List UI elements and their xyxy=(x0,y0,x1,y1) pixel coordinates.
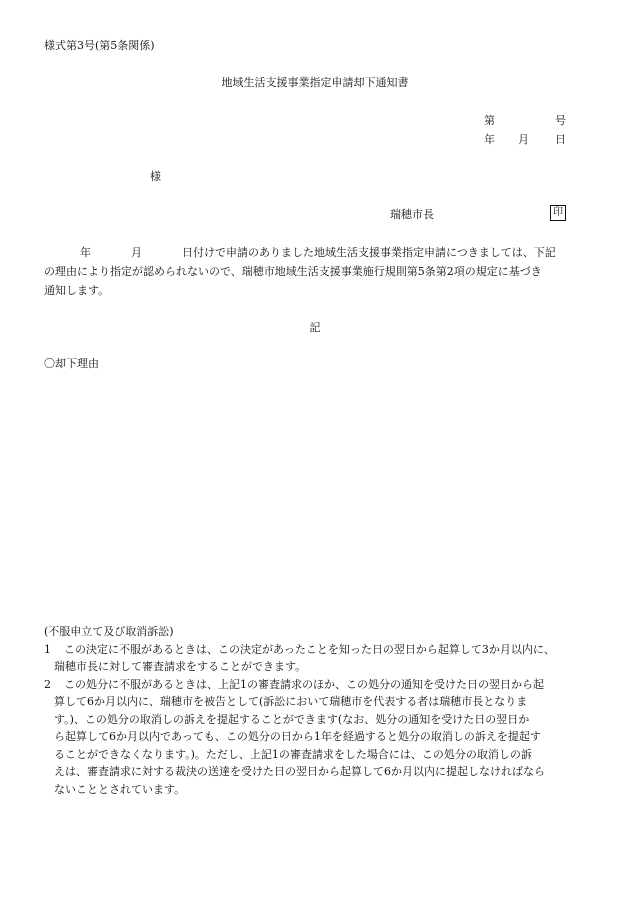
ki-heading: 記 xyxy=(309,321,321,334)
appeal-item-2-line: えは、審査請求に対する裁決の送達を受けた日の翌日から起算して6か月以内に提起しなければなら xyxy=(54,765,545,778)
appeal-item-2-number: 2 xyxy=(44,677,51,691)
appeal-item-2 xyxy=(44,676,594,694)
body-line-1 xyxy=(44,243,584,262)
date-day-label: 日 xyxy=(555,133,566,146)
appeal-item-1-number: 1 xyxy=(44,642,51,656)
doc-number-suffix: 号 xyxy=(555,114,566,127)
body-line-2: の理由により指定が認められないので、瑞穂市地域生活支援事業施行規則第5条第2項の規定に基づき xyxy=(44,265,542,278)
appeal-section xyxy=(44,623,594,798)
appeal-item-2-line: ないこととされています。 xyxy=(54,782,186,796)
appeal-item-1 xyxy=(44,641,594,659)
notice-body xyxy=(44,243,584,300)
appeal-item-2-line: ることができなくなります。)。ただし、上記1の審査請求をした場合には、この処分の取消しの訴 xyxy=(54,747,532,761)
appeal-item-1-line: 瑞穂市長に対して審査請求をすることができます。 xyxy=(54,660,307,673)
seal-mark: 印 xyxy=(550,205,566,221)
appeal-item-2-line: ら起算して6か月以内であっても、この処分の日から1年を経過すると処分の取消しの訴えを提起す xyxy=(54,730,541,743)
doc-number-label: 第 xyxy=(484,114,495,127)
body-date-year: 年 xyxy=(80,246,91,259)
appeal-item-2-line: す。)、この処分の取消しの訴えを提起することができます(なお、処分の通知を受けた日の翌日か xyxy=(54,712,530,726)
form-number: 様式第3号(第5条関係) xyxy=(44,39,155,52)
document-title: 地域生活支援事業指定申請却下通知書 xyxy=(221,76,409,89)
rejection-reason-label: 〇却下理由 xyxy=(44,357,99,370)
body-line-1-text: 日付けで申請のありました地域生活支援事業指定申請につきましては、下記 xyxy=(182,246,556,259)
body-date-month: 月 xyxy=(131,246,142,259)
appeal-item-1-line: この決定に不服があるときは、この決定があったことを知った日の翌日から起算して3か月以内に、 xyxy=(64,642,555,656)
body-line-3: 通知します。 xyxy=(44,284,110,297)
date-year-label: 年 xyxy=(484,133,495,146)
issuer-name: 瑞穂市長 xyxy=(390,208,434,221)
appeal-item-2-line: 算して6か月以内に、瑞穂市を被告として(訴訟において瑞穂市を代表する者は瑞穂市長となりま xyxy=(54,695,528,708)
appeal-heading: (不服申立て及び取消訴訟) xyxy=(44,625,174,638)
addressee-honorific: 様 xyxy=(150,170,161,183)
date-month-label: 月 xyxy=(518,133,529,146)
appeal-item-2-line: この処分に不服があるときは、上記1の審査請求のほか、この処分の通知を受けた日の翌日から起 xyxy=(64,677,544,691)
